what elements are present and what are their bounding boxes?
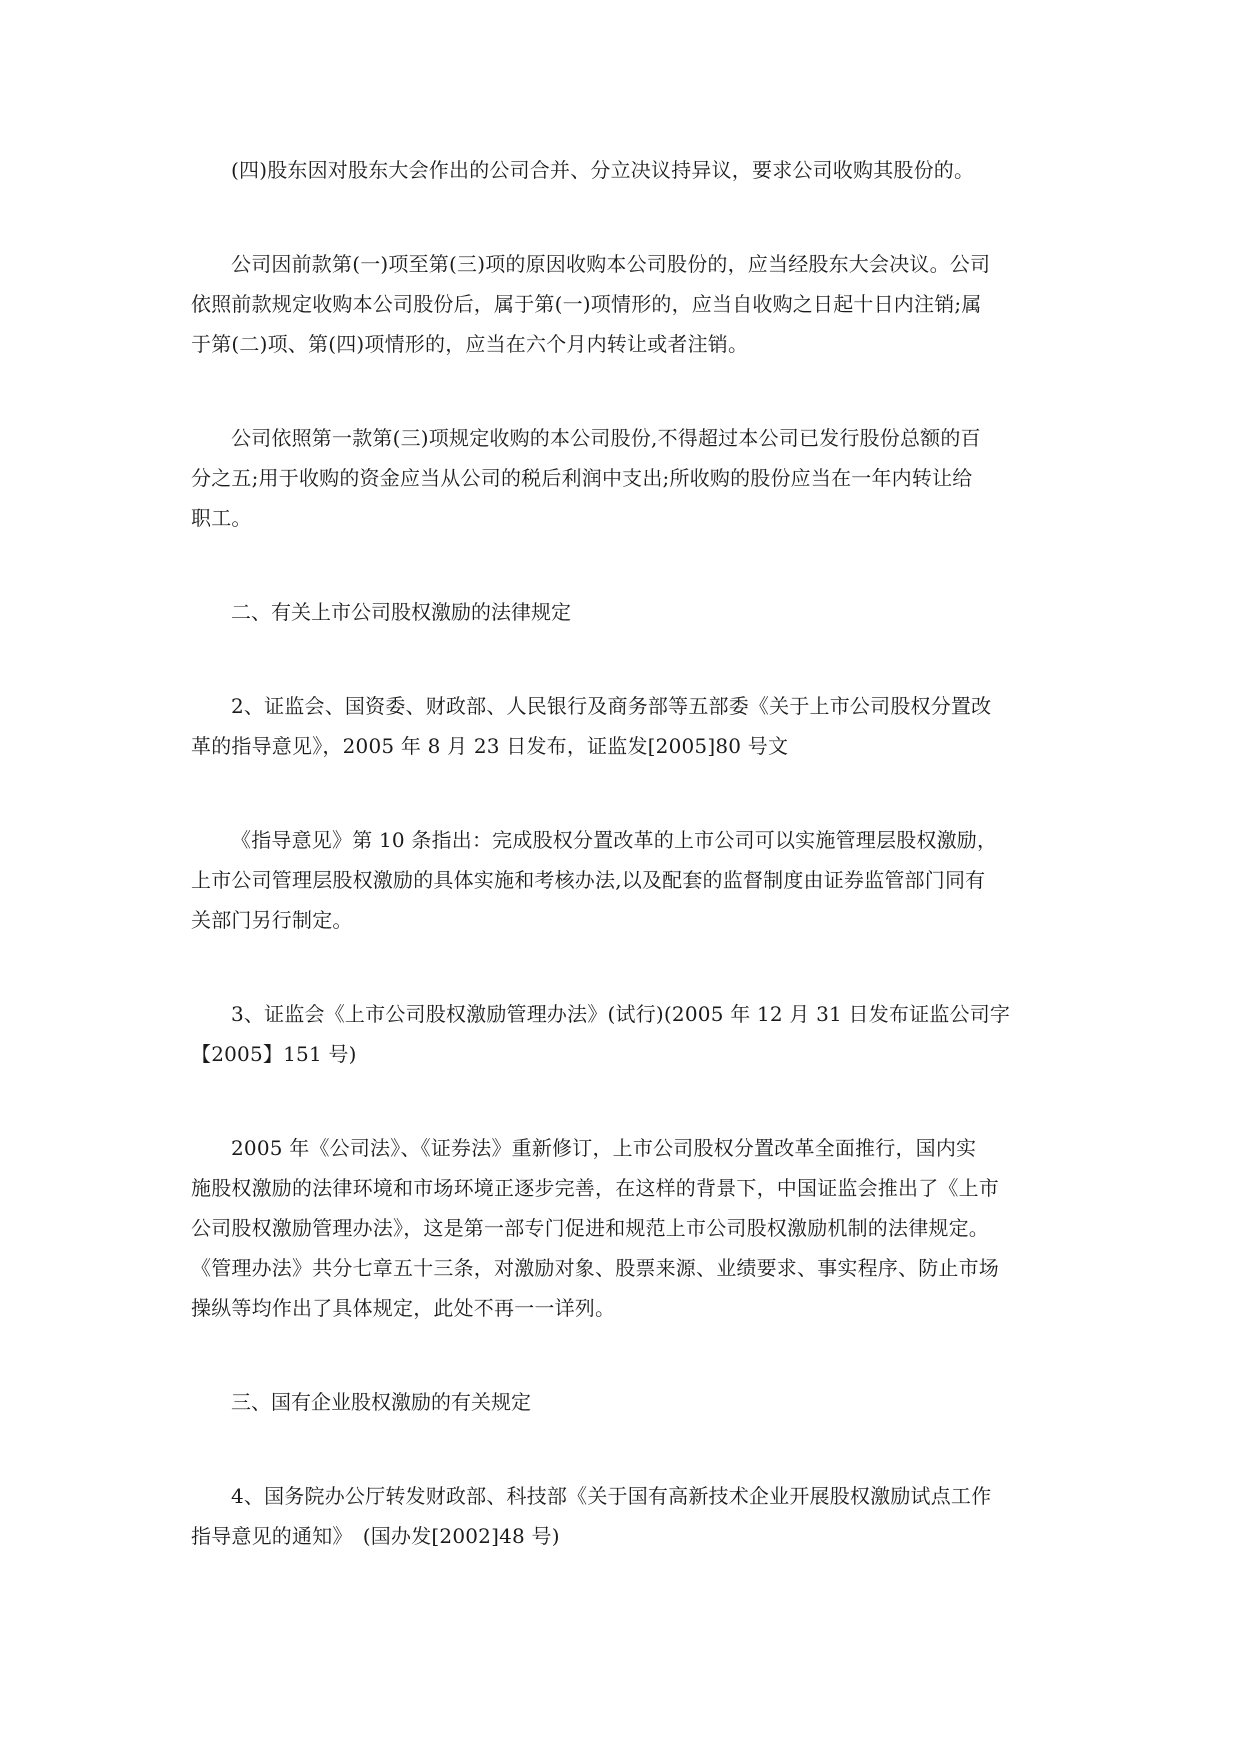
paragraph-incentive-management-measures	[191, 994, 1059, 1074]
heading-text: 二、有关上市公司股权激励的法律规定	[231, 600, 571, 624]
text-line: 公司因前款第(一)项至第(三)项的原因收购本公司股份的，应当经股东大会决议。公司	[231, 252, 991, 276]
text-line: (四)股东因对股东大会作出的公司合并、分立决议持异议，要求公司收购其股份的。	[231, 158, 975, 182]
text-line: 公司依照第一款第(三)项规定收购的本公司股份,不得超过本公司已发行股份总额的百	[231, 426, 981, 450]
text-line: 于第(二)项、第(四)项情形的，应当在六个月内转让或者注销。	[191, 332, 749, 356]
heading-text: 三、国有企业股权激励的有关规定	[231, 1390, 531, 1414]
text-line: 《指导意见》第 10 条指出：完成股权分置改革的上市公司可以实施管理层股权激励，	[231, 828, 998, 852]
paragraph-share-repurchase-resolution	[191, 244, 1059, 364]
text-line: 2005 年《公司法》、《证券法》重新修订，上市公司股权分置改革全面推行，国内实	[231, 1136, 977, 1160]
document-body	[191, 150, 1059, 1610]
text-line: 关部门另行制定。	[191, 908, 353, 932]
paragraph-repurchase-limit	[191, 418, 1059, 538]
text-line: 上市公司管理层股权激励的具体实施和考核办法,以及配套的监督制度由证券监管部门同有	[191, 868, 986, 892]
paragraph-2005-revision	[191, 1128, 1059, 1328]
text-line: 职工。	[191, 506, 252, 530]
text-line: 施股权激励的法律环境和市场环境正逐步完善，在这样的背景下，中国证监会推出了《上市	[191, 1176, 999, 1200]
paragraph-shareholder-objection	[191, 150, 1059, 190]
text-line: 4、国务院办公厅转发财政部、科技部《关于国有高新技术企业开展股权激励试点工作	[231, 1484, 992, 1508]
section-heading-state-owned	[191, 1382, 1059, 1422]
text-line: 《管理办法》共分七章五十三条，对激励对象、股票来源、业绩要求、事实程序、防止市场	[191, 1256, 999, 1280]
text-line: 3、证监会《上市公司股权激励管理办法》(试行)(2005 年 12 月 31 日发布证监公司字	[231, 1002, 1011, 1026]
paragraph-guidance-article-10	[191, 820, 1059, 940]
text-line: 公司股权激励管理办法》，这是第一部专门促进和规范上市公司股权激励机制的法律规定。	[191, 1216, 989, 1240]
paragraph-split-share-reform-guidance	[191, 686, 1059, 766]
paragraph-state-council-notice	[191, 1476, 1059, 1556]
text-line: 【2005】151 号)	[191, 1042, 357, 1066]
text-line: 2、证监会、国资委、财政部、人民银行及商务部等五部委《关于上市公司股权分置改	[231, 694, 992, 718]
text-line: 指导意见的通知》 (国办发[2002]48 号)	[191, 1524, 560, 1548]
text-line: 革的指导意见》，2005 年 8 月 23 日发布，证监发[2005]80 号文	[191, 734, 789, 758]
text-line: 依照前款规定收购本公司股份后，属于第(一)项情形的，应当自收购之日起十日内注销;属	[191, 292, 982, 316]
section-heading-listed-company	[191, 592, 1059, 632]
text-line: 操纵等均作出了具体规定，此处不再一一详列。	[191, 1296, 616, 1320]
text-line: 分之五;用于收购的资金应当从公司的税后利润中支出;所收购的股份应当在一年内转让给	[191, 466, 973, 490]
